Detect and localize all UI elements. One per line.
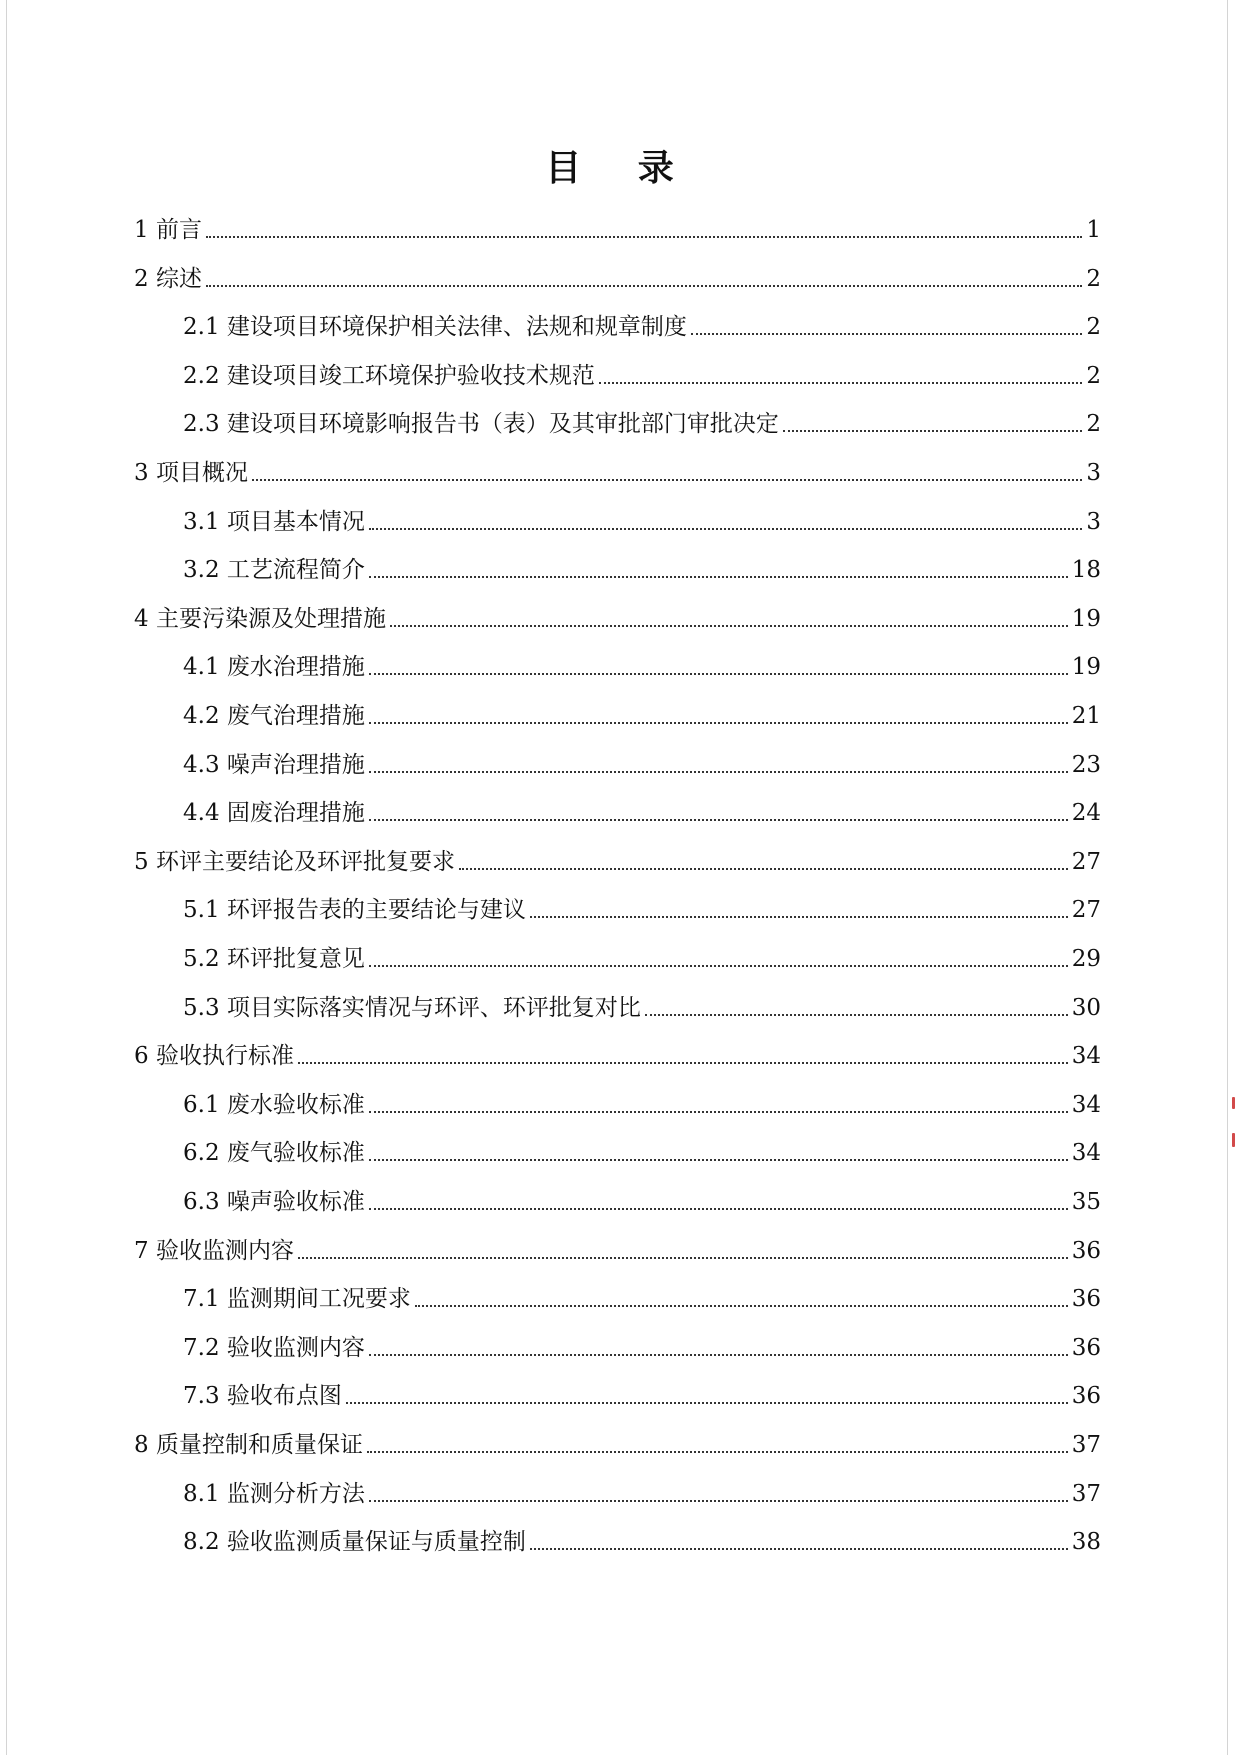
toc-entry-label: 8.2 验收监测质量保证与质量控制 [183,1529,526,1555]
toc-page-number: 36 [1071,1335,1101,1361]
toc-section-entry [183,1378,1101,1410]
toc-dot-leader [252,479,1082,481]
toc-section-entry [183,1330,1101,1362]
toc-dot-leader [369,528,1082,530]
toc-dot-leader [369,819,1068,821]
toc-entry-label: 7 验收监测内容 [134,1238,294,1264]
toc-entry-label: 2 综述 [134,266,202,292]
toc-entry-label: 8.1 监测分析方法 [183,1481,365,1507]
toc-section-entry [183,1524,1101,1556]
toc-dot-leader [369,771,1068,773]
toc-entry-label: 2.1 建设项目环境保护相关法律、法规和规章制度 [183,314,687,340]
toc-section-entry [183,747,1101,779]
toc-entry-label: 7.2 验收监测内容 [183,1335,365,1361]
toc-entry-label: 4.3 噪声治理措施 [183,752,365,778]
toc-section-entry [183,892,1101,924]
toc-chapter-entry [134,1233,1101,1265]
toc-section-entry [183,698,1101,730]
toc-page-number: 1 [1086,217,1101,243]
toc-entry-label: 3.2 工艺流程简介 [183,557,365,583]
toc-entry-label: 3 项目概况 [134,460,248,486]
toc-section-entry [183,358,1101,390]
toc-page-number: 30 [1071,995,1101,1021]
toc-entry-label: 8 质量控制和质量保证 [134,1432,363,1458]
toc-dot-leader [369,1500,1068,1502]
toc-page-number: 36 [1071,1286,1101,1312]
toc-entry-label: 6.1 废水验收标准 [183,1092,365,1118]
toc-entry-label: 5.1 环评报告表的主要结论与建议 [183,897,526,923]
toc-dot-leader [691,333,1082,335]
toc-section-entry [183,990,1101,1022]
toc-page-number: 37 [1071,1432,1101,1458]
toc-section-entry [183,1135,1101,1167]
toc-dot-leader [369,1159,1068,1161]
toc-dot-leader [369,1111,1068,1113]
toc-dot-leader [369,576,1068,578]
toc-page-number: 23 [1071,752,1101,778]
toc-section-entry [183,795,1101,827]
toc-entry-label: 4.2 废气治理措施 [183,703,365,729]
toc-chapter-entry [134,455,1101,487]
toc-dot-leader [783,430,1082,432]
toc-page-number: 37 [1071,1481,1101,1507]
toc-page-number: 34 [1071,1092,1101,1118]
toc-chapter-entry [134,1427,1101,1459]
toc-entry-label: 2.2 建设项目竣工环境保护验收技术规范 [183,363,595,389]
toc-page-number: 2 [1086,266,1101,292]
toc-page-number: 2 [1086,363,1101,389]
toc-section-entry [183,552,1101,584]
toc-dot-leader [206,285,1082,287]
toc-dot-leader [415,1305,1068,1307]
toc-entry-label: 5 环评主要结论及环评批复要求 [134,849,455,875]
toc-page-number: 29 [1071,946,1101,972]
toc-entry-label: 4.4 固废治理措施 [183,800,365,826]
toc-chapter-entry [134,261,1101,293]
toc-entry-label: 2.3 建设项目环境影响报告书（表）及其审批部门审批决定 [183,411,779,437]
toc-dot-leader [369,1354,1068,1356]
toc-entry-label: 5.3 项目实际落实情况与环评、环评批复对比 [183,995,641,1021]
toc-dot-leader [645,1014,1068,1016]
toc-entry-label: 6 验收执行标准 [134,1043,294,1069]
toc-entry-label: 7.1 监测期间工况要求 [183,1286,411,1312]
toc-title: 目 录 [545,147,696,189]
toc-section-entry [183,941,1101,973]
toc-page-number: 27 [1071,849,1101,875]
toc-dot-leader [346,1402,1068,1404]
toc-dot-leader [530,916,1068,918]
toc-page-number: 24 [1071,800,1101,826]
toc-dot-leader [369,1208,1068,1210]
toc-section-entry [183,504,1101,536]
toc-entry-label: 3.1 项目基本情况 [183,509,365,535]
toc-dot-leader [298,1062,1068,1064]
toc-section-entry [183,1476,1101,1508]
toc-section-entry [183,406,1101,438]
toc-chapter-entry [134,844,1101,876]
toc-dot-leader [367,1451,1068,1453]
toc-page-number: 36 [1071,1238,1101,1264]
toc-page-number: 2 [1086,411,1101,437]
toc-entry-label: 7.3 验收布点图 [183,1383,342,1409]
toc-section-entry [183,649,1101,681]
toc-dot-leader [298,1257,1068,1259]
toc-dot-leader [390,625,1068,627]
toc-page-number: 3 [1086,460,1101,486]
toc-chapter-entry [134,212,1101,244]
toc-chapter-entry [134,1038,1101,1070]
toc-page-number: 27 [1071,897,1101,923]
toc-entry-label: 1 前言 [134,217,202,243]
toc-dot-leader [459,868,1068,870]
toc-dot-leader [369,722,1068,724]
toc-page-number: 36 [1071,1383,1101,1409]
toc-page-number: 21 [1071,703,1101,729]
toc-page-number: 18 [1071,557,1101,583]
toc-section-entry [183,1184,1101,1216]
toc-dot-leader [599,382,1082,384]
toc-dot-leader [206,236,1082,238]
toc-page-number: 38 [1071,1529,1101,1555]
toc-section-entry [183,309,1101,341]
toc-dot-leader [369,673,1068,675]
toc-entry-label: 5.2 环评批复意见 [183,946,365,972]
toc-page-number: 19 [1071,654,1101,680]
toc-page-number: 3 [1086,509,1101,535]
toc-page-number: 34 [1071,1043,1101,1069]
toc-section-entry [183,1281,1101,1313]
toc-page-number: 34 [1071,1140,1101,1166]
toc-entry-label: 6.3 噪声验收标准 [183,1189,365,1215]
toc-dot-leader [530,1548,1068,1550]
toc-entry-label: 6.2 废气验收标准 [183,1140,365,1166]
toc-page-number: 35 [1071,1189,1101,1215]
toc-entry-label: 4 主要污染源及处理措施 [134,606,386,632]
toc-section-entry [183,1087,1101,1119]
toc-page-number: 2 [1086,314,1101,340]
toc-chapter-entry [134,601,1101,633]
toc-entry-label: 4.1 废水治理措施 [183,654,365,680]
toc-dot-leader [369,965,1068,967]
toc-page-number: 19 [1071,606,1101,632]
